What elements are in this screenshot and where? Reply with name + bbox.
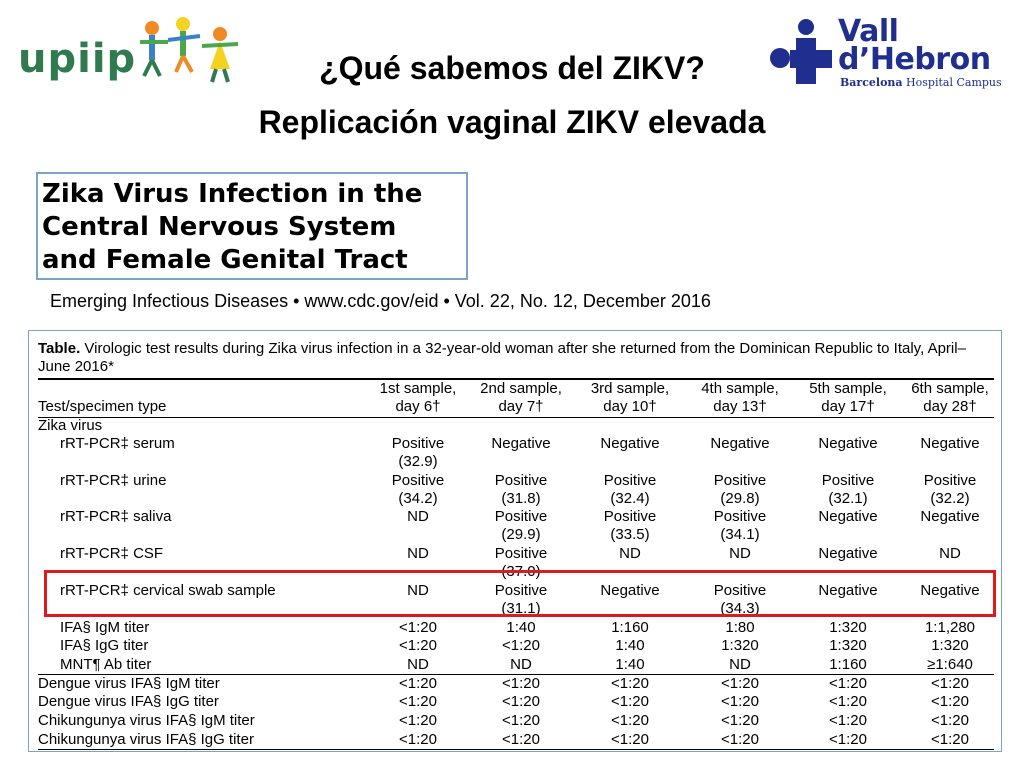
column-header: 1st sample, [379, 380, 457, 397]
table-cell: (32.1) [828, 490, 868, 507]
column-header: day 13† [713, 398, 767, 415]
table-cell: <1:20 [611, 712, 649, 729]
table-cell: Negative [818, 545, 878, 562]
table-cell: <1:20 [931, 731, 969, 748]
table-cell: Positive [494, 545, 548, 562]
table-cell: <1:20 [399, 637, 437, 654]
table-cell: 1:320 [931, 637, 969, 654]
table-cell: Negative [600, 582, 660, 599]
table-row-label: Dengue virus IFA§ IgG titer [38, 693, 219, 710]
vall-dhebron-name: Vall d’Hebron [838, 14, 991, 77]
table-cell: Positive [391, 472, 445, 489]
table-cell: Negative [818, 508, 878, 525]
column-header: 3rd sample, [590, 380, 670, 397]
table-cell: (34.3) [720, 600, 760, 617]
table-row-label: MNT¶ Ab titer [60, 656, 152, 673]
table-cell: <1:20 [611, 675, 649, 692]
table-cell: <1:20 [931, 693, 969, 710]
table-cell: (29.9) [501, 526, 541, 543]
column-header: day 10† [603, 398, 657, 415]
table-cell: 1:160 [611, 619, 649, 636]
table-row-label: Chikungunya virus IFA§ IgG titer [38, 731, 254, 748]
column-header: 5th sample, [809, 380, 887, 397]
table-cell: ND [407, 545, 429, 562]
table-cell: 1:320 [721, 637, 759, 654]
table-cell: (31.1) [501, 600, 541, 617]
table-cell: <1:20 [399, 675, 437, 692]
table-cell: (33.5) [610, 526, 650, 543]
table-row-label: IFA§ IgG titer [60, 637, 149, 654]
table-cell: Positive [713, 508, 767, 525]
table-cell: (32.4) [610, 490, 650, 507]
paper-citation: Emerging Infectious Diseases • www.cdc.gov/eid • Vol. 22, No. 12, December 2016 [50, 291, 711, 311]
slide-title: ¿Qué sabemos del ZIKV? [319, 50, 705, 86]
table-cell: Positive [923, 472, 977, 489]
table-cell: <1:20 [399, 619, 437, 636]
table-rule [38, 749, 994, 750]
table-cell: <1:20 [829, 731, 867, 748]
table-cell: (29.8) [720, 490, 760, 507]
table-cell: Positive [603, 472, 657, 489]
table-row-label: Chikungunya virus IFA§ IgM titer [38, 712, 255, 729]
table-cell: ND [939, 545, 961, 562]
column-header: day 7† [498, 398, 544, 415]
table-cell: <1:20 [611, 731, 649, 748]
table-cell: <1:20 [399, 731, 437, 748]
column-header: 2nd sample, [480, 380, 562, 397]
table-cell: <1:20 [931, 712, 969, 729]
table-cell: 1:80 [725, 619, 755, 636]
table-cell: Positive [713, 582, 767, 599]
table-cell: ND [407, 508, 429, 525]
table-cell: (34.1) [720, 526, 760, 543]
table-cell: 1:40 [615, 656, 645, 673]
table-cell: Negative [818, 582, 878, 599]
table-cell: <1:20 [399, 712, 437, 729]
table-cell: Positive [494, 582, 548, 599]
table-row-label: rRT-PCR‡ serum [60, 435, 175, 452]
table-cell: (37.0) [501, 563, 541, 580]
table-cell: 1:1,280 [924, 619, 976, 636]
paper-title-box: Zika Virus Infection in the Central Nervous System and Female Genital Tract [36, 172, 468, 280]
table-row-label: rRT-PCR‡ cervical swab sample [60, 582, 276, 599]
table-cell: 1:320 [829, 619, 867, 636]
table-cell: (34.2) [398, 490, 438, 507]
table-cell: <1:20 [611, 693, 649, 710]
table-cell: 1:40 [506, 619, 536, 636]
slide-subtitle: Replicación vaginal ZIKV elevada [258, 104, 766, 140]
table-cell: Positive [821, 472, 875, 489]
table-cell: <1:20 [931, 675, 969, 692]
column-header: day 28† [923, 398, 977, 415]
table-cell: Positive [391, 435, 445, 452]
table-cell: (32.2) [930, 490, 970, 507]
table-cell: Positive [603, 508, 657, 525]
table-cell: Positive [713, 472, 767, 489]
table-cell: Negative [600, 435, 660, 452]
column-header: day 17† [821, 398, 875, 415]
upiip-logo-text: upiip [18, 36, 137, 82]
table-cell: Negative [491, 435, 551, 452]
table-cell: Negative [920, 435, 980, 452]
table-cell: <1:20 [829, 693, 867, 710]
table-cell: ≥1:640 [927, 656, 973, 673]
table-cell: ND [729, 545, 751, 562]
table-row-label: IFA§ IgM titer [60, 619, 150, 636]
table-row-label: rRT-PCR‡ CSF [60, 545, 164, 562]
column-header: day 6† [395, 398, 441, 415]
table-cell: Positive [494, 508, 548, 525]
table-cell: Negative [818, 435, 878, 452]
table-cell: Negative [920, 508, 980, 525]
highlight-box [44, 570, 996, 617]
table-cell: <1:20 [502, 637, 540, 654]
table-row-label: rRT-PCR‡ saliva [60, 508, 172, 525]
table-cell: <1:20 [502, 675, 540, 692]
vall-dhebron-subtitle: Barcelona Hospital Campus [840, 76, 1002, 89]
table-cell: (32.9) [398, 453, 438, 470]
group-label: Zika virus [38, 417, 103, 434]
table-cell: Negative [920, 582, 980, 599]
table-cell: ND [407, 582, 429, 599]
table-cell: <1:20 [502, 693, 540, 710]
table-caption: Table. Virologic test results during Zika virus infection in a 32-year-old woman after she returned from the Dominican Republic to Italy, April–June 2016* [38, 340, 966, 375]
table-cell: 1:40 [615, 637, 645, 654]
table-cell: 1:160 [829, 656, 867, 673]
table-cell: <1:20 [502, 712, 540, 729]
table-cell: 1:320 [829, 637, 867, 654]
table-cell: <1:20 [829, 712, 867, 729]
table-cell: Positive [494, 472, 548, 489]
table-cell: ND [729, 656, 751, 673]
table-row-label: rRT-PCR‡ urine [60, 472, 167, 489]
column-header: 4th sample, [701, 380, 779, 397]
table-cell: Negative [710, 435, 770, 452]
table-cell: (31.8) [501, 490, 541, 507]
table-cell: ND [510, 656, 532, 673]
table-cell: <1:20 [721, 712, 759, 729]
column-header: 6th sample, [911, 380, 989, 397]
table-rule [38, 417, 994, 418]
table-cell: <1:20 [721, 675, 759, 692]
table-cell: ND [619, 545, 641, 562]
table-cell: <1:20 [502, 731, 540, 748]
table-cell: <1:20 [721, 731, 759, 748]
table-row-label: Dengue virus IFA§ IgM titer [38, 675, 220, 692]
table-cell: <1:20 [721, 693, 759, 710]
row-header: Test/specimen type [38, 398, 167, 415]
table-cell: <1:20 [829, 675, 867, 692]
table-cell: <1:20 [399, 693, 437, 710]
table-cell: ND [407, 656, 429, 673]
